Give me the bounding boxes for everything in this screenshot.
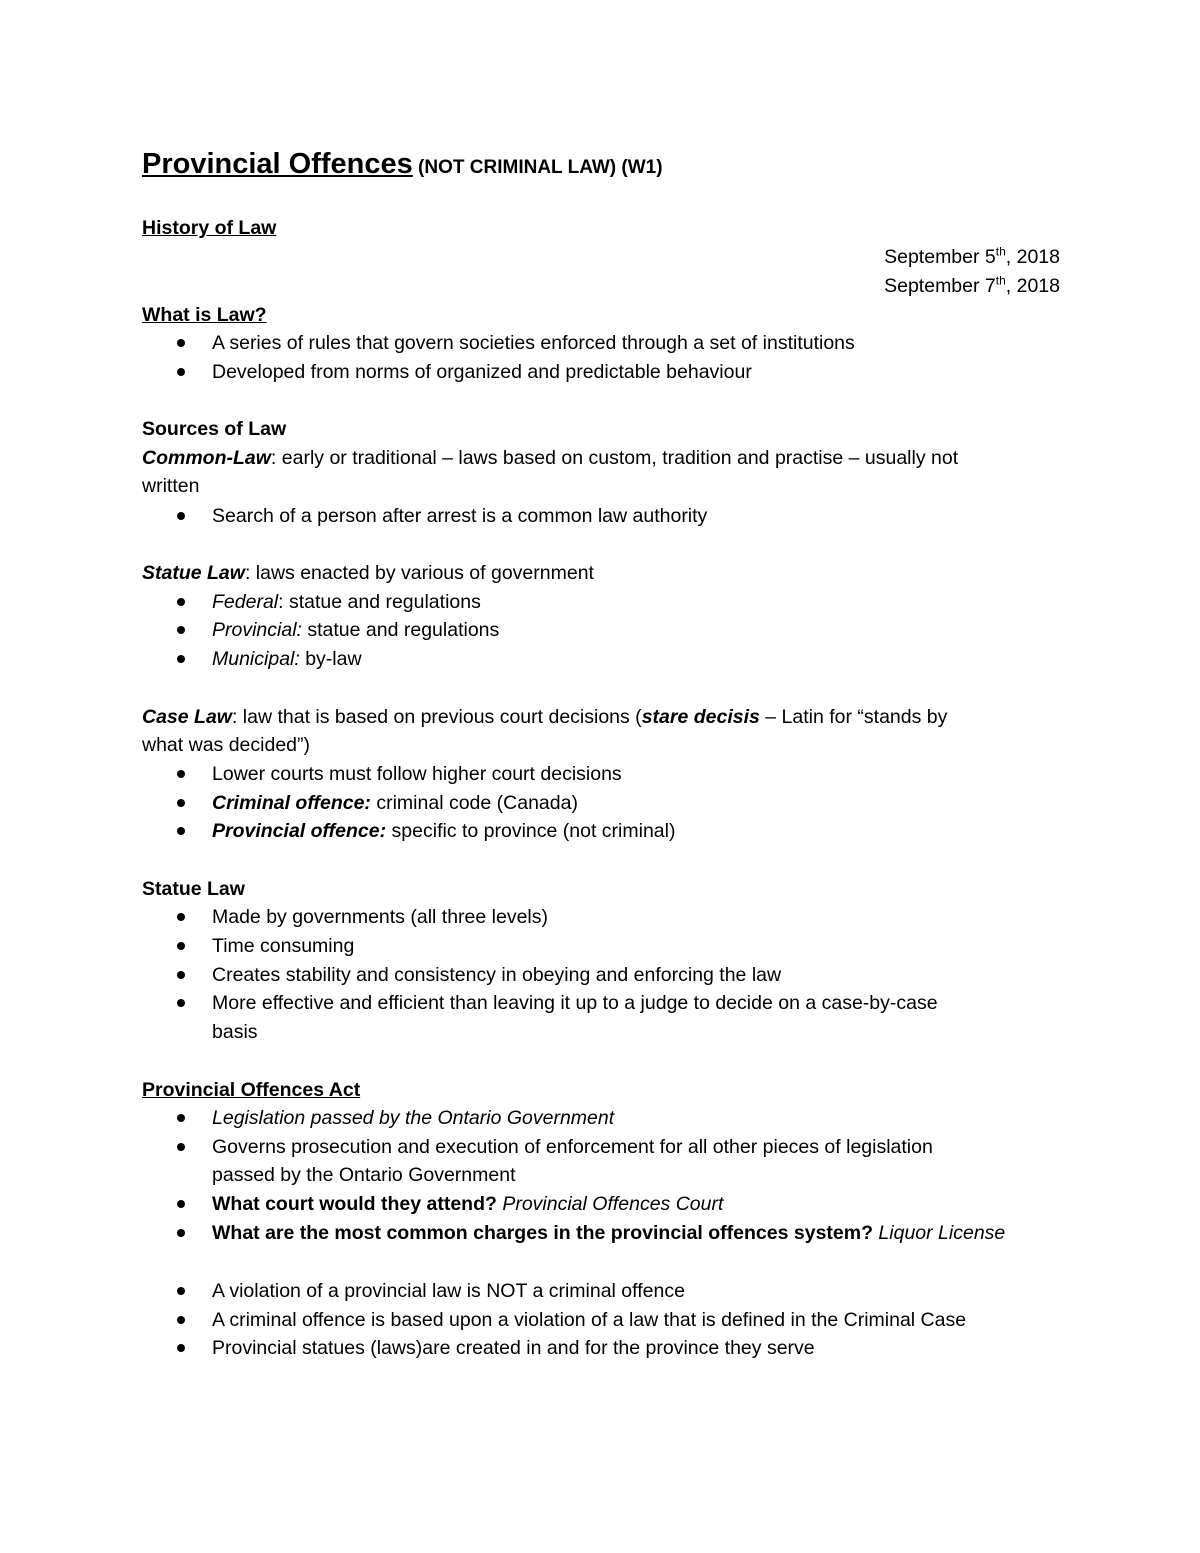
statue-law-term: Statue Law (142, 562, 245, 584)
bullet-icon (177, 626, 185, 634)
list-item (142, 932, 1060, 960)
bullet-icon (177, 368, 185, 376)
case-law-def-2: – Latin for “stands by (759, 706, 948, 728)
answer-text: Liquor License (873, 1222, 1006, 1244)
list-item (142, 1277, 1060, 1305)
history-heading: History of Law (142, 217, 277, 239)
list-item-text (212, 789, 578, 817)
title-main: Provincial Offences (142, 148, 413, 180)
list-item-def: criminal code (Canada) (370, 792, 578, 814)
date-2-suffix: , 2018 (1005, 275, 1060, 297)
bullet-icon (177, 598, 185, 606)
poa-heading: Provincial Offences Act (142, 1079, 361, 1101)
list-item (142, 961, 1060, 989)
list-item (142, 817, 1060, 845)
list-item (142, 760, 1060, 788)
list-item-text (212, 817, 675, 845)
list-item (142, 645, 1060, 673)
list-item-text (212, 616, 499, 644)
case-law-def: : law that is based on previous court decisions ( (231, 706, 642, 728)
common-law-term: Common-Law (142, 447, 271, 469)
list-item-text: Provincial statues (laws)are created in and for the province they serve (212, 1337, 815, 1359)
bullet-icon (177, 1143, 185, 1151)
list-item (142, 1334, 1060, 1362)
list-item-text: Made by governments (all three levels) (212, 906, 548, 928)
bullet-icon (177, 1200, 185, 1208)
common-law-line (142, 444, 958, 472)
list-item-text: A series of rules that govern societies enforced through a set of institutions (212, 332, 855, 354)
bullet-icon (177, 971, 185, 979)
bullet-icon (177, 799, 185, 807)
question-text: What are the most common charges in the provincial offences system? (212, 1222, 874, 1244)
list-item-text: Search of a person after arrest is a common law authority (212, 505, 708, 527)
bullet-icon (177, 512, 185, 520)
list-item-text (212, 588, 481, 616)
list-item-text: Legislation passed by the Ontario Government (212, 1107, 615, 1129)
list-item-text (212, 1190, 723, 1218)
title-sub: (NOT CRIMINAL LAW) (W1) (412, 157, 663, 178)
list-item-continuation: basis (212, 1021, 258, 1043)
answer-text: Provincial Offences Court (496, 1193, 724, 1215)
list-item-text: A violation of a provincial law is NOT a criminal offence (212, 1280, 685, 1302)
list-item (142, 1190, 1060, 1218)
list-item-text: A criminal offence is based upon a violation of a law that is defined in the Criminal Case (212, 1309, 967, 1331)
list-item-term: Criminal offence: (212, 792, 371, 814)
list-item-def: specific to province (not criminal) (386, 820, 676, 842)
list-item (142, 903, 1060, 931)
list-item-text: Time consuming (212, 935, 355, 957)
bullet-icon (177, 942, 185, 950)
bullet-icon (177, 1114, 185, 1122)
list-item-text: More effective and efficient than leaving it up to a judge to decide on a case-by-case (212, 992, 938, 1014)
statue-law-def: : laws enacted by various of government (244, 562, 594, 584)
list-item (142, 1306, 1060, 1334)
date-1 (884, 243, 1060, 271)
list-item-text (212, 1219, 1005, 1247)
list-item (142, 789, 1060, 817)
common-law-def: : early or traditional – laws based on custom, tradition and practise – usually not (270, 447, 959, 469)
date-1-suffix: , 2018 (1005, 246, 1060, 268)
list-item-def: : statue and regulations (278, 591, 481, 613)
list-item-text: Lower courts must follow higher court decisions (212, 763, 622, 785)
date-2-text: September 7 (884, 275, 996, 297)
date-2 (884, 272, 1060, 300)
what-is-law-heading: What is Law? (142, 304, 267, 326)
list-item-term: Provincial: (212, 619, 302, 641)
bullet-icon (177, 1287, 185, 1295)
case-law-term: Case Law (142, 706, 232, 728)
bullet-icon (177, 913, 185, 921)
page-title (142, 146, 663, 186)
bullet-icon (177, 1229, 185, 1237)
list-item (142, 989, 1060, 1017)
list-item (142, 329, 1060, 357)
list-item-term: Federal (212, 591, 279, 613)
common-law-line-2: written (142, 475, 200, 497)
list-item-continuation: passed by the Ontario Government (212, 1164, 516, 1186)
bullet-icon (177, 1316, 185, 1324)
list-item (142, 616, 1060, 644)
question-text: What court would they attend? (212, 1193, 497, 1215)
list-item-def: by-law (299, 648, 362, 670)
list-item-text: Governs prosecution and execution of enforcement for all other pieces of legislation (212, 1136, 933, 1158)
bullet-icon (177, 1344, 185, 1352)
list-item-text: Creates stability and consistency in obeying and enforcing the law (212, 964, 782, 986)
list-item (142, 1133, 1060, 1161)
list-item-term: Provincial offence: (212, 820, 387, 842)
list-item-text: Developed from norms of organized and predictable behaviour (212, 361, 752, 383)
case-law-line (142, 703, 947, 731)
statue-law-line (142, 559, 594, 587)
list-item-term: Municipal: (212, 648, 300, 670)
bullet-icon (177, 339, 185, 347)
bullet-icon (177, 770, 185, 778)
date-1-sup: th (995, 244, 1006, 259)
list-item-text (212, 645, 362, 673)
list-item (142, 502, 1060, 530)
case-law-latin: stare decisis (641, 706, 760, 728)
statue-law-heading: Statue Law (142, 878, 245, 900)
list-item (142, 588, 1060, 616)
date-2-sup: th (995, 273, 1006, 288)
date-1-text: September 5 (884, 246, 996, 268)
bullet-icon (177, 999, 185, 1007)
list-item (142, 358, 1060, 386)
list-item (142, 1219, 1060, 1247)
sources-heading: Sources of Law (142, 418, 287, 440)
bullet-icon (177, 655, 185, 663)
list-item (142, 1104, 1060, 1132)
list-item-def: statue and regulations (301, 619, 500, 641)
bullet-icon (177, 827, 185, 835)
case-law-line-2: what was decided”) (142, 734, 310, 756)
